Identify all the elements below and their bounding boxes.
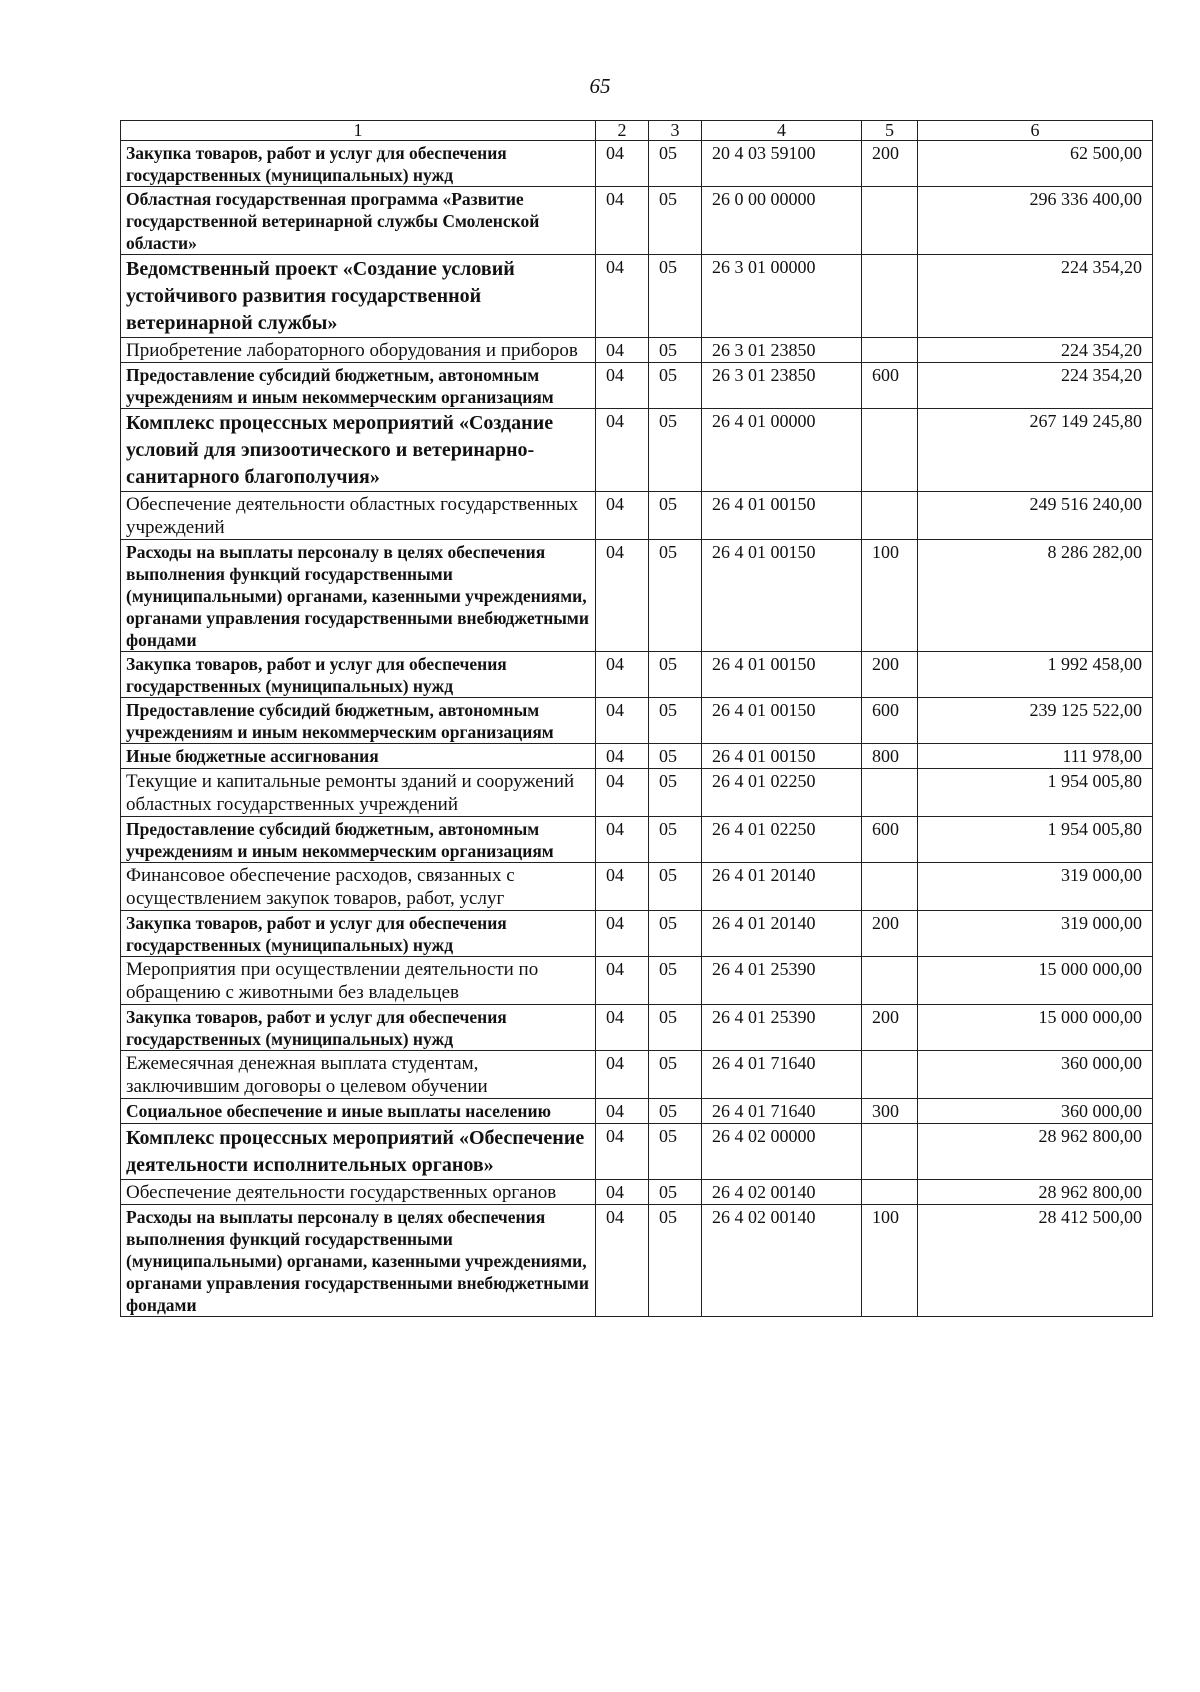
row-section-cell: 04 [596,769,649,817]
row-amount-cell: 1 954 005,80 [918,817,1153,863]
row-name-cell: Закупка товаров, работ и услуг для обеспечения государственных (муниципальных) нужд [121,141,596,187]
row-amount-cell: 360 000,00 [918,1099,1153,1124]
row-section-cell: 04 [596,1005,649,1051]
header-cell-3: 3 [649,121,702,141]
row-expense-type-cell: 800 [862,744,918,769]
row-amount-cell: 1 992 458,00 [918,652,1153,698]
table-row [121,769,1153,817]
row-target-code-cell: 26 4 02 00140 [702,1180,862,1205]
row-amount-cell: 62 500,00 [918,141,1153,187]
row-target-code-cell: 26 4 01 00150 [702,652,862,698]
row-name-cell: Обеспечение деятельности областных государственных учреждений [121,492,596,540]
row-section-cell: 04 [596,141,649,187]
row-name-cell: Предоставление субсидий бюджетным, автономным учреждениям и иным некоммерческим организациям [121,363,596,409]
row-amount-cell: 224 354,20 [918,255,1153,338]
row-section-cell: 04 [596,863,649,911]
table-row [121,338,1153,363]
row-target-code-cell: 26 3 01 00000 [702,255,862,338]
row-amount-cell: 239 125 522,00 [918,698,1153,744]
row-name-cell: Мероприятия при осуществлении деятельности по обращению с животными без владельцев [121,957,596,1005]
row-section-cell: 04 [596,492,649,540]
row-amount-cell: 15 000 000,00 [918,957,1153,1005]
row-name-cell: Расходы на выплаты персоналу в целях обеспечения выполнения функций государственными (муниципальными) органами, казенными учреждениями, органами управления государственными внебюджетными фондами [121,540,596,652]
header-cell-1: 1 [121,121,596,141]
row-target-code-cell: 26 4 01 20140 [702,863,862,911]
row-amount-cell: 319 000,00 [918,911,1153,957]
table-row [121,863,1153,911]
row-section-cell: 04 [596,817,649,863]
row-target-code-cell: 26 4 01 25390 [702,1005,862,1051]
table-body [121,121,1153,1317]
row-name-cell: Предоставление субсидий бюджетным, автономным учреждениям и иным некоммерческим организациям [121,817,596,863]
row-target-code-cell: 26 4 01 02250 [702,817,862,863]
table-row [121,1124,1153,1180]
row-expense-type-cell [862,338,918,363]
row-subsection-cell: 05 [649,255,702,338]
row-section-cell: 04 [596,1124,649,1180]
row-name-cell: Иные бюджетные ассигнования [121,744,596,769]
row-expense-type-cell [862,409,918,492]
row-target-code-cell: 26 4 01 00150 [702,540,862,652]
table-row [121,492,1153,540]
row-amount-cell: 15 000 000,00 [918,1005,1153,1051]
row-amount-cell: 224 354,20 [918,338,1153,363]
row-amount-cell: 319 000,00 [918,863,1153,911]
row-section-cell: 04 [596,363,649,409]
row-subsection-cell: 05 [649,1005,702,1051]
table-row [121,744,1153,769]
row-amount-cell: 111 978,00 [918,744,1153,769]
row-target-code-cell: 26 4 01 71640 [702,1051,862,1099]
row-expense-type-cell: 200 [862,1005,918,1051]
row-name-cell: Комплекс процессных мероприятий «Создание условий для эпизоотического и ветеринарно-санитарного благополучия» [121,409,596,492]
table-row [121,1005,1153,1051]
row-subsection-cell: 05 [649,409,702,492]
row-amount-cell: 360 000,00 [918,1051,1153,1099]
row-subsection-cell: 05 [649,652,702,698]
row-target-code-cell: 26 4 01 20140 [702,911,862,957]
row-section-cell: 04 [596,1205,649,1317]
row-subsection-cell: 05 [649,769,702,817]
page-number: 65 [589,74,611,98]
row-subsection-cell: 05 [649,698,702,744]
row-section-cell: 04 [596,1051,649,1099]
row-name-cell: Ежемесячная денежная выплата студентам, заключившим договоры о целевом обучении [121,1051,596,1099]
row-expense-type-cell: 200 [862,141,918,187]
row-name-cell: Приобретение лабораторного оборудования и приборов [121,338,596,363]
row-expense-type-cell: 200 [862,911,918,957]
row-section-cell: 04 [596,1180,649,1205]
row-name-cell: Закупка товаров, работ и услуг для обеспечения государственных (муниципальных) нужд [121,911,596,957]
table-row [121,1205,1153,1317]
row-amount-cell: 28 962 800,00 [918,1180,1153,1205]
row-expense-type-cell [862,492,918,540]
table-row [121,409,1153,492]
row-section-cell: 04 [596,1099,649,1124]
row-subsection-cell: 05 [649,1180,702,1205]
row-subsection-cell: 05 [649,1051,702,1099]
row-subsection-cell: 05 [649,540,702,652]
header-cell-2: 2 [596,121,649,141]
header-cell-6: 6 [918,121,1153,141]
row-target-code-cell: 26 3 01 23850 [702,338,862,363]
table-row [121,1099,1153,1124]
header-cell-4: 4 [702,121,862,141]
row-amount-cell: 28 962 800,00 [918,1124,1153,1180]
row-expense-type-cell: 600 [862,817,918,863]
row-name-cell: Обеспечение деятельности государственных органов [121,1180,596,1205]
row-section-cell: 04 [596,540,649,652]
row-subsection-cell: 05 [649,1205,702,1317]
row-target-code-cell: 26 4 01 25390 [702,957,862,1005]
row-target-code-cell: 26 4 02 00000 [702,1124,862,1180]
table-row [121,817,1153,863]
row-expense-type-cell: 600 [862,363,918,409]
table-row [121,957,1153,1005]
row-name-cell: Расходы на выплаты персоналу в целях обеспечения выполнения функций государственными (муниципальными) органами, казенными учреждениями, органами управления государственными внебюджетными фондами [121,1205,596,1317]
row-subsection-cell: 05 [649,1099,702,1124]
budget-table [120,120,1153,1317]
row-section-cell: 04 [596,187,649,255]
row-expense-type-cell: 300 [862,1099,918,1124]
row-target-code-cell: 26 4 01 02250 [702,769,862,817]
row-amount-cell: 1 954 005,80 [918,769,1153,817]
row-section-cell: 04 [596,652,649,698]
row-section-cell: 04 [596,698,649,744]
row-target-code-cell: 26 4 01 00150 [702,698,862,744]
row-target-code-cell: 26 4 01 00150 [702,744,862,769]
row-subsection-cell: 05 [649,363,702,409]
row-target-code-cell: 26 0 00 00000 [702,187,862,255]
row-target-code-cell: 26 4 01 71640 [702,1099,862,1124]
row-expense-type-cell: 100 [862,1205,918,1317]
table-row [121,1180,1153,1205]
row-section-cell: 04 [596,255,649,338]
row-name-cell: Текущие и капитальные ремонты зданий и сооружений областных государственных учреждений [121,769,596,817]
row-expense-type-cell [862,769,918,817]
row-expense-type-cell [862,1180,918,1205]
table-row [121,652,1153,698]
table-row [121,363,1153,409]
row-name-cell: Областная государственная программа «Развитие государственной ветеринарной службы Смоленской области» [121,187,596,255]
row-subsection-cell: 05 [649,957,702,1005]
row-section-cell: 04 [596,409,649,492]
table-row [121,255,1153,338]
row-section-cell: 04 [596,338,649,363]
row-subsection-cell: 05 [649,911,702,957]
row-amount-cell: 267 149 245,80 [918,409,1153,492]
table-row [121,1051,1153,1099]
row-expense-type-cell [862,957,918,1005]
row-subsection-cell: 05 [649,187,702,255]
row-name-cell: Финансовое обеспечение расходов, связанных с осуществлением закупок товаров, работ, услуг [121,863,596,911]
row-target-code-cell: 26 4 02 00140 [702,1205,862,1317]
row-expense-type-cell: 200 [862,652,918,698]
row-subsection-cell: 05 [649,1124,702,1180]
row-amount-cell: 296 336 400,00 [918,187,1153,255]
row-name-cell: Социальное обеспечение и иные выплаты населению [121,1099,596,1124]
row-name-cell: Закупка товаров, работ и услуг для обеспечения государственных (муниципальных) нужд [121,652,596,698]
row-target-code-cell: 26 4 01 00000 [702,409,862,492]
header-cell-5: 5 [862,121,918,141]
row-name-cell: Ведомственный проект «Создание условий устойчивого развития государственной ветеринарной службы» [121,255,596,338]
row-section-cell: 04 [596,911,649,957]
row-expense-type-cell [862,1124,918,1180]
table-row [121,141,1153,187]
row-subsection-cell: 05 [649,492,702,540]
header-row [121,121,1153,141]
table-row [121,698,1153,744]
row-subsection-cell: 05 [649,863,702,911]
row-amount-cell: 224 354,20 [918,363,1153,409]
row-target-code-cell: 26 4 01 00150 [702,492,862,540]
row-subsection-cell: 05 [649,817,702,863]
row-name-cell: Комплекс процессных мероприятий «Обеспечение деятельности исполнительных органов» [121,1124,596,1180]
row-expense-type-cell [862,863,918,911]
row-expense-type-cell [862,255,918,338]
row-amount-cell: 28 412 500,00 [918,1205,1153,1317]
row-expense-type-cell [862,187,918,255]
row-target-code-cell: 26 3 01 23850 [702,363,862,409]
row-subsection-cell: 05 [649,338,702,363]
row-expense-type-cell: 100 [862,540,918,652]
row-name-cell: Закупка товаров, работ и услуг для обеспечения государственных (муниципальных) нужд [121,1005,596,1051]
row-amount-cell: 8 286 282,00 [918,540,1153,652]
row-subsection-cell: 05 [649,744,702,769]
row-section-cell: 04 [596,744,649,769]
table-row [121,911,1153,957]
row-target-code-cell: 20 4 03 59100 [702,141,862,187]
row-expense-type-cell: 600 [862,698,918,744]
table-row [121,187,1153,255]
row-section-cell: 04 [596,957,649,1005]
row-amount-cell: 249 516 240,00 [918,492,1153,540]
row-name-cell: Предоставление субсидий бюджетным, автономным учреждениям и иным некоммерческим организациям [121,698,596,744]
row-subsection-cell: 05 [649,141,702,187]
row-expense-type-cell [862,1051,918,1099]
table-row [121,540,1153,652]
